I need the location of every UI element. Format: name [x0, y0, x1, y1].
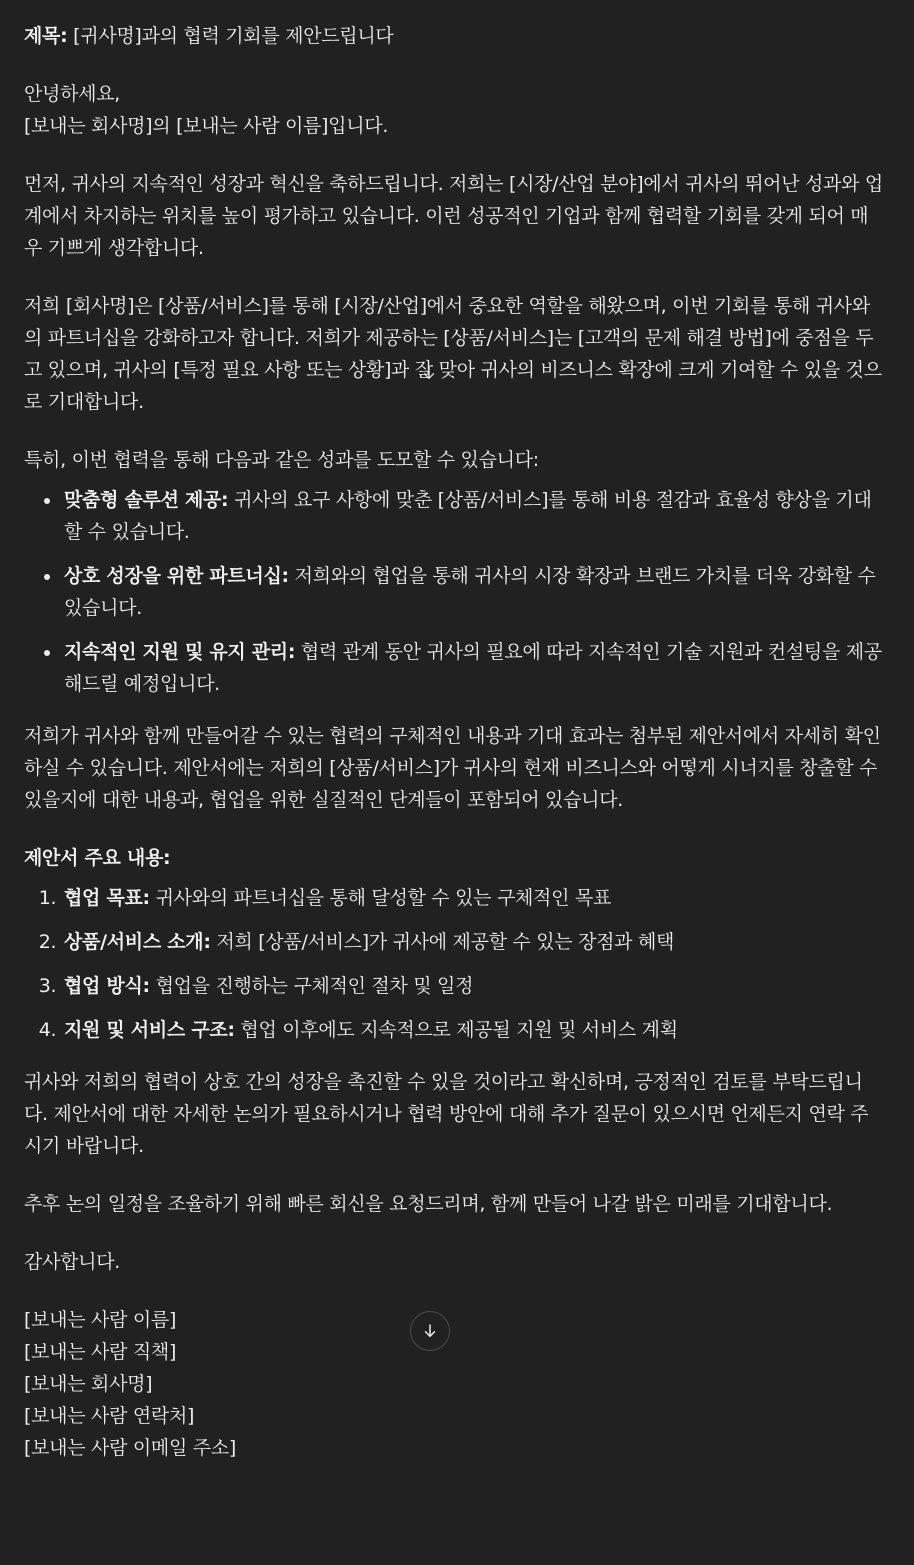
greeting-line-1: 안녕하세요,	[24, 83, 121, 105]
subject-label: 제목:	[24, 25, 68, 47]
signature-email: [보내는 사람 이메일 주소]	[24, 1437, 236, 1459]
proposal-item-text: 귀사와의 파트너십을 통해 달성할 수 있는 구체적인 목표	[149, 887, 612, 909]
list-item	[62, 484, 886, 548]
arrow-down-icon	[421, 1322, 439, 1340]
proposal-item-text: 협업을 진행하는 구체적인 절차 및 일정	[149, 975, 474, 997]
proposal-item-title: 협업 방식:	[64, 975, 150, 997]
signature-name: [보내는 사람 이름]	[24, 1309, 177, 1331]
benefit-text: 귀사의 요구 사항에 맞춘 [상품/서비스]를 통해 비용 절감과 효율성 향상을 기대할 수 있습니다.	[64, 489, 872, 543]
list-item	[62, 1014, 886, 1046]
benefit-title: 지속적인 지원 및 유지 관리:	[64, 641, 296, 663]
signature-company: [보내는 회사명]	[24, 1373, 153, 1395]
benefit-text: 협력 관계 동안 귀사의 필요에 따라 지속적인 기술 지원과 컨설팅을 제공해드릴 예정입니다.	[64, 641, 882, 695]
benefit-title: 상호 성장을 위한 파트너십:	[64, 565, 289, 587]
list-item	[62, 970, 886, 1002]
greeting-line-2: [보내는 회사명]의 [보내는 사람 이름]입니다.	[24, 115, 389, 137]
proposal-item-title: 상품/서비스 소개:	[64, 931, 211, 953]
assistant-message	[24, 20, 886, 1464]
list-item	[62, 636, 886, 700]
paragraph-closing: 귀사와 저희의 협력이 상호 간의 성장을 촉진할 수 있을 것이라고 확신하며, 긍정적인 검토를 부탁드립니다. 제안서에 대한 자세한 논의가 필요하시거나 협력 방안에 대해 추가 질문이 있으시면 언제든지 연락 주시기 바랍니다.	[24, 1071, 869, 1157]
paragraph-benefits-lead: 특히, 이번 협력을 통해 다음과 같은 성과를 도모할 수 있습니다:	[24, 449, 539, 471]
signature-block	[24, 1304, 886, 1464]
benefit-title: 맞춤형 솔루션 제공:	[64, 489, 229, 511]
paragraph-intro: 먼저, 귀사의 지속적인 성장과 혁신을 축하드립니다. 저희는 [시장/산업 분야]에서 귀사의 뛰어난 성과와 업계에서 차지하는 위치를 높이 평가하고 있습니다. 이런 성공적인 기업과 함께 협력할 기회를 갖게 되어 매우 기쁘게 생각합니다.	[24, 173, 883, 259]
signature-contact: [보내는 사람 연락처]	[24, 1405, 195, 1427]
subject-line	[24, 20, 886, 52]
proposal-item-title: 지원 및 서비스 구조:	[64, 1019, 235, 1041]
proposal-heading-text: 제안서 주요 내용:	[24, 847, 171, 869]
greeting	[24, 78, 886, 142]
proposal-item-text: 협업 이후에도 지속적으로 제공될 지원 및 서비스 계획	[234, 1019, 678, 1041]
proposal-item-text: 저희 [상품/서비스]가 귀사에 제공할 수 있는 장점과 혜택	[210, 931, 675, 953]
signature-title: [보내는 사람 직책]	[24, 1341, 177, 1363]
list-item	[62, 560, 886, 624]
paragraph-follow-up: 추후 논의 일정을 조율하기 위해 빠른 회신을 요청드리며, 함께 만들어 나갈 밝은 미래를 기대합니다.	[24, 1193, 833, 1215]
paragraph-company: 저희 [회사명]은 [상품/서비스]를 통해 [시장/산업]에서 중요한 역할을 해왔으며, 이번 기회를 통해 귀사와의 파트너십을 강화하고자 합니다. 저희가 제공하는 [상품/서비스]는 [고객의 문제 해결 방법]에 중점을 두고 있으며, 귀사의 [특정 필요 사항 또는 상황]과 잘 맞아 귀사의 비즈니스 확장에 크게 기여할 수 있을 것으로 기대합니다.	[24, 295, 882, 413]
benefit-text: 저희와의 협업을 통해 귀사의 시장 확장과 브랜드 가치를 더욱 강화할 수 있습니다.	[64, 565, 876, 619]
benefits-list	[24, 484, 886, 700]
proposal-list	[24, 882, 886, 1046]
list-item	[62, 882, 886, 914]
proposal-heading	[24, 842, 886, 874]
subject-text: [귀사명]과의 협력 기회를 제안드립니다	[67, 25, 394, 47]
paragraph-thanks: 감사합니다.	[24, 1251, 121, 1273]
proposal-item-title: 협업 목표:	[64, 887, 150, 909]
list-item	[62, 926, 886, 958]
scroll-to-bottom-button[interactable]	[410, 1311, 450, 1351]
paragraph-proposal-intro: 저희가 귀사와 함께 만들어갈 수 있는 협력의 구체적인 내용과 기대 효과는 첨부된 제안서에서 자세히 확인하실 수 있습니다. 제안서에는 저희의 [상품/서비스]가 귀사의 현재 비즈니스와 어떻게 시너지를 창출할 수 있을지에 대한 내용과, 협업을 위한 실질적인 단계들이 포함되어 있습니다.	[24, 725, 881, 811]
